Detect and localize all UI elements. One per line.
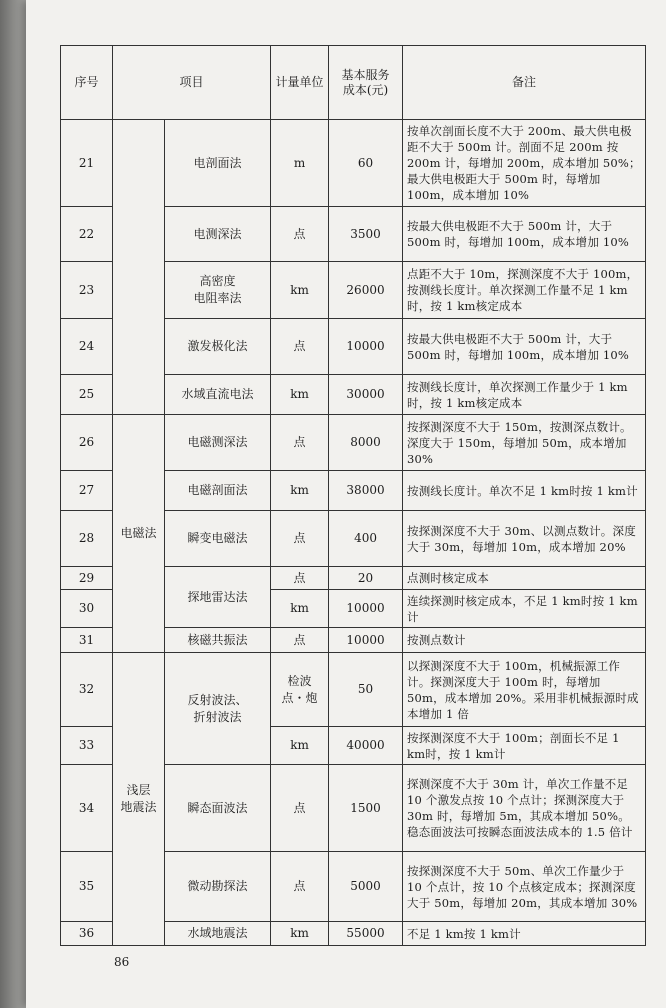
row-note: 按测线长度计，单次探测工作量少于 1 km时，按 1 km核定成本 bbox=[403, 375, 646, 415]
row-note: 按探测深度不大于 30m、以测点数计。深度大于 30m，每增加 10m，成本增加 20% bbox=[403, 511, 646, 567]
row-note: 按探测深度不大于 50m、单次工作量少于 10 个点计，按 10 个点核定成本；探测深度大于 50m，每增加 20m，其成本增加 30% bbox=[403, 852, 646, 922]
row-item: 电剖面法 bbox=[165, 120, 271, 207]
row-cost: 8000 bbox=[329, 415, 403, 471]
row-cost: 60 bbox=[329, 120, 403, 207]
row-unit bbox=[271, 653, 329, 727]
row-no: 36 bbox=[61, 922, 113, 946]
row-item: 核磁共振法 bbox=[165, 628, 271, 653]
row-no: 25 bbox=[61, 375, 113, 415]
group-cell-electromagnetic: 电磁法 bbox=[113, 415, 165, 653]
row-unit: km bbox=[271, 727, 329, 765]
row-unit: 点 bbox=[271, 511, 329, 567]
row-item: 水域直流电法 bbox=[165, 375, 271, 415]
row-item-line1: 反射波法、 bbox=[187, 692, 248, 707]
row-item: 激发极化法 bbox=[165, 319, 271, 375]
row-no: 32 bbox=[61, 653, 113, 727]
row-unit: 点 bbox=[271, 319, 329, 375]
row-item-line1: 高密度 bbox=[199, 274, 236, 288]
row-item bbox=[165, 262, 271, 319]
group-cell-empty bbox=[113, 120, 165, 415]
header-item: 项目 bbox=[113, 46, 271, 120]
group-label-line1: 浅层 bbox=[126, 783, 151, 797]
row-item: 电测深法 bbox=[165, 207, 271, 262]
row-cost: 26000 bbox=[329, 262, 403, 319]
row-no: 21 bbox=[61, 120, 113, 207]
row-unit: km bbox=[271, 590, 329, 628]
row-note: 按测线长度计。单次不足 1 km时按 1 km计 bbox=[403, 471, 646, 511]
row-unit: km bbox=[271, 471, 329, 511]
row-cost: 50 bbox=[329, 653, 403, 727]
row-note: 不足 1 km按 1 km计 bbox=[403, 922, 646, 946]
header-cost-line2: 成本(元) bbox=[342, 82, 389, 97]
row-note: 点距不大于 10m，探测深度不大于 100m，按测线长度计。单次探测工作量不足 1 km时，按 1 km核定成本 bbox=[403, 262, 646, 319]
row-unit-line2: 点・炮 bbox=[281, 690, 318, 705]
row-unit-line1: 检波 bbox=[287, 673, 312, 688]
row-cost: 10000 bbox=[329, 590, 403, 628]
row-unit: 点 bbox=[271, 567, 329, 590]
document-page bbox=[26, 0, 666, 1008]
row-item-line2: 折射波法 bbox=[193, 709, 242, 724]
row-item-reflection bbox=[165, 653, 271, 765]
row-cost: 10000 bbox=[329, 628, 403, 653]
row-note: 按单次剖面长度不大于 200m、最大供电极距不大于 500m 计。剖面不足 200m 按 200m 计，每增加 200m，成本增加 50%；最大供电极距大于 500m 时，每增加 100m，成本增加 10% bbox=[403, 120, 646, 207]
row-cost: 55000 bbox=[329, 922, 403, 946]
row-unit: km bbox=[271, 262, 329, 319]
group-cell-shallow-seismic bbox=[113, 653, 165, 946]
row-no: 30 bbox=[61, 590, 113, 628]
row-note: 以探测深度不大于 100m，机械振源工作计。探测深度大于 100m 时，每增加 50m，成本增加 20%。采用非机械振源时成本增加 1 倍 bbox=[403, 653, 646, 727]
row-item: 微动勘探法 bbox=[165, 852, 271, 922]
table-header-row bbox=[61, 46, 646, 120]
group-label-line2: 地震法 bbox=[120, 800, 157, 814]
page-number: 86 bbox=[114, 955, 130, 969]
row-note: 按探测深度不大于 150m，按测深点数计。深度大于 150m，每增加 50m，成本增加 30% bbox=[403, 415, 646, 471]
row-no: 24 bbox=[61, 319, 113, 375]
header-no: 序号 bbox=[61, 46, 113, 120]
row-unit: 点 bbox=[271, 207, 329, 262]
row-no: 23 bbox=[61, 262, 113, 319]
row-item: 水域地震法 bbox=[165, 922, 271, 946]
row-unit: 点 bbox=[271, 415, 329, 471]
row-cost: 1500 bbox=[329, 765, 403, 852]
row-note: 按测点数计 bbox=[403, 628, 646, 653]
table-row bbox=[61, 653, 646, 727]
row-cost: 30000 bbox=[329, 375, 403, 415]
row-cost: 38000 bbox=[329, 471, 403, 511]
row-unit: 点 bbox=[271, 628, 329, 653]
row-cost: 400 bbox=[329, 511, 403, 567]
row-item: 电磁测深法 bbox=[165, 415, 271, 471]
row-no: 34 bbox=[61, 765, 113, 852]
header-unit: 计量单位 bbox=[271, 46, 329, 120]
row-item-line2: 电阻率法 bbox=[193, 291, 242, 305]
row-cost: 5000 bbox=[329, 852, 403, 922]
row-no: 33 bbox=[61, 727, 113, 765]
row-unit: km bbox=[271, 922, 329, 946]
table-row bbox=[61, 415, 646, 471]
row-no: 31 bbox=[61, 628, 113, 653]
row-note: 按最大供电极距不大于 500m 计，大于 500m 时，每增加 100m，成本增加 10% bbox=[403, 207, 646, 262]
row-item: 瞬变电磁法 bbox=[165, 511, 271, 567]
row-cost: 20 bbox=[329, 567, 403, 590]
row-note: 按最大供电极距不大于 500m 计，大于 500m 时，每增加 100m，成本增加 10% bbox=[403, 319, 646, 375]
row-note: 按探测深度不大于 100m；剖面长不足 1 km时，按 1 km计 bbox=[403, 727, 646, 765]
row-unit: m bbox=[271, 120, 329, 207]
table-row bbox=[61, 120, 646, 207]
row-unit: 点 bbox=[271, 765, 329, 852]
row-note: 连续探测时核定成本，不足 1 km时按 1 km计 bbox=[403, 590, 646, 628]
cost-table bbox=[60, 45, 646, 946]
row-item: 瞬态面波法 bbox=[165, 765, 271, 852]
page-edge-shadow bbox=[0, 0, 26, 1008]
row-no: 26 bbox=[61, 415, 113, 471]
row-cost: 3500 bbox=[329, 207, 403, 262]
row-no: 29 bbox=[61, 567, 113, 590]
row-no: 35 bbox=[61, 852, 113, 922]
row-cost: 40000 bbox=[329, 727, 403, 765]
header-cost bbox=[329, 46, 403, 120]
row-note: 探测深度不大于 30m 计，单次工作量不足 10 个激发点按 10 个点计；探测深度大于 30m 时，每增加 5m，其成本增加 50%。稳态面波法可按瞬态面波法成本的 1.5 倍计 bbox=[403, 765, 646, 852]
header-cost-line1: 基本服务 bbox=[341, 67, 390, 82]
row-unit: km bbox=[271, 375, 329, 415]
row-no: 22 bbox=[61, 207, 113, 262]
row-item: 电磁剖面法 bbox=[165, 471, 271, 511]
row-cost: 10000 bbox=[329, 319, 403, 375]
row-unit: 点 bbox=[271, 852, 329, 922]
header-note: 备注 bbox=[403, 46, 646, 120]
row-no: 28 bbox=[61, 511, 113, 567]
row-no: 27 bbox=[61, 471, 113, 511]
row-item-gpr: 探地雷达法 bbox=[165, 567, 271, 628]
row-note: 点测时核定成本 bbox=[403, 567, 646, 590]
